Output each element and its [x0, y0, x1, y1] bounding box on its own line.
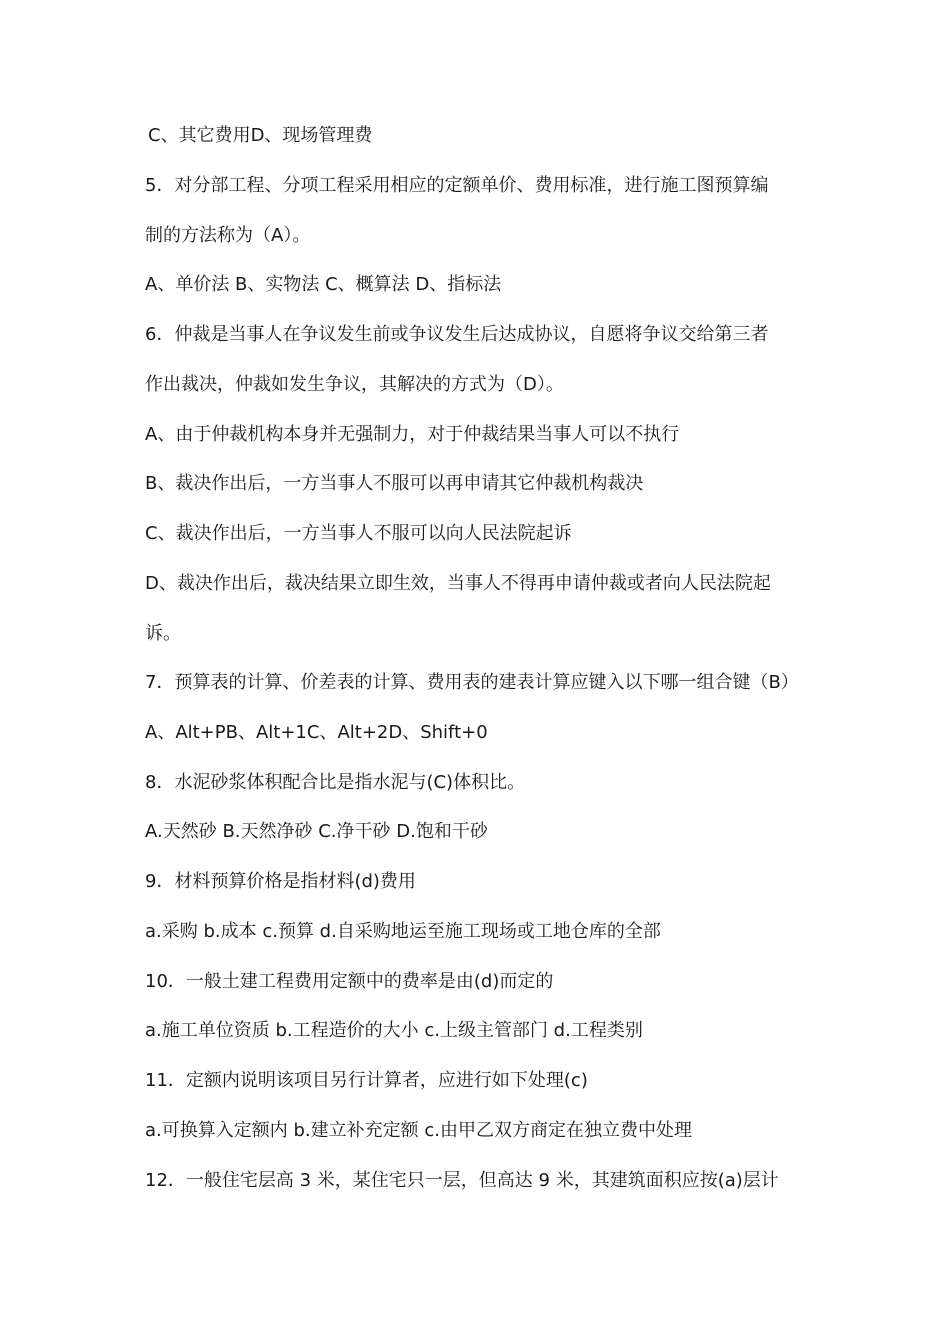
text-line-18: 10．一般土建工程费用定额中的费率是由(d)而定的: [145, 971, 554, 992]
text-line-7: A、由于仲裁机构本身并无强制力，对于仲裁结果当事人可以不执行: [145, 424, 680, 445]
text-line-21: a.可换算入定额内 b.建立补充定额 c.由甲乙双方商定在独立费中处理: [145, 1120, 692, 1141]
text-line-15: A.天然砂 B.天然净砂 C.净干砂 D.饱和干砂: [145, 821, 488, 842]
text-line-20: 11．定额内说明该项目另行计算者，应进行如下处理(c): [145, 1070, 588, 1091]
text-line-17: a.采购 b.成本 c.预算 d.自采购地运至施工现场或工地仓库的全部: [145, 921, 661, 942]
text-line-3: 制的方法称为（A）。: [145, 225, 311, 246]
text-line-11: 诉。: [145, 623, 181, 644]
text-line-12: 7．预算表的计算、价差表的计算、费用表的建表计算应键入以下哪一组合键（B）: [145, 672, 799, 693]
text-line-13: A、Alt+PB、Alt+1C、Alt+2D、Shift+0: [145, 722, 488, 743]
text-line-22: 12．一般住宅层高 3 米，某住宅只一层，但高达 9 米，其建筑面积应按(a)层计: [145, 1170, 779, 1191]
text-line-10: D、裁决作出后，裁决结果立即生效，当事人不得再申请仲裁或者向人民法院起: [145, 573, 771, 594]
text-line-8: B、裁决作出后，一方当事人不服可以再申请其它仲裁机构裁决: [145, 473, 644, 494]
text-line-19: a.施工单位资质 b.工程造价的大小 c.上级主管部门 d.工程类别: [145, 1020, 643, 1041]
text-line-4: A、单价法 B、实物法 C、概算法 D、指标法: [145, 274, 502, 295]
text-line-9: C、裁决作出后，一方当事人不服可以向人民法院起诉: [145, 523, 572, 544]
text-line-5: 6．仲裁是当事人在争议发生前或争议发生后达成协议，自愿将争议交给第三者: [145, 324, 769, 345]
text-line-1: C、其它费用D、现场管理费: [148, 125, 373, 146]
text-line-6: 作出裁决，仲裁如发生争议，其解决的方式为（D）。: [145, 374, 564, 395]
text-line-14: 8．水泥砂浆体积配合比是指水泥与(C)体积比。: [145, 772, 526, 793]
text-line-16: 9．材料预算价格是指材料(d)费用: [145, 871, 416, 892]
text-line-2: 5．对分部工程、分项工程采用相应的定额单价、费用标准，进行施工图预算编: [145, 175, 769, 196]
